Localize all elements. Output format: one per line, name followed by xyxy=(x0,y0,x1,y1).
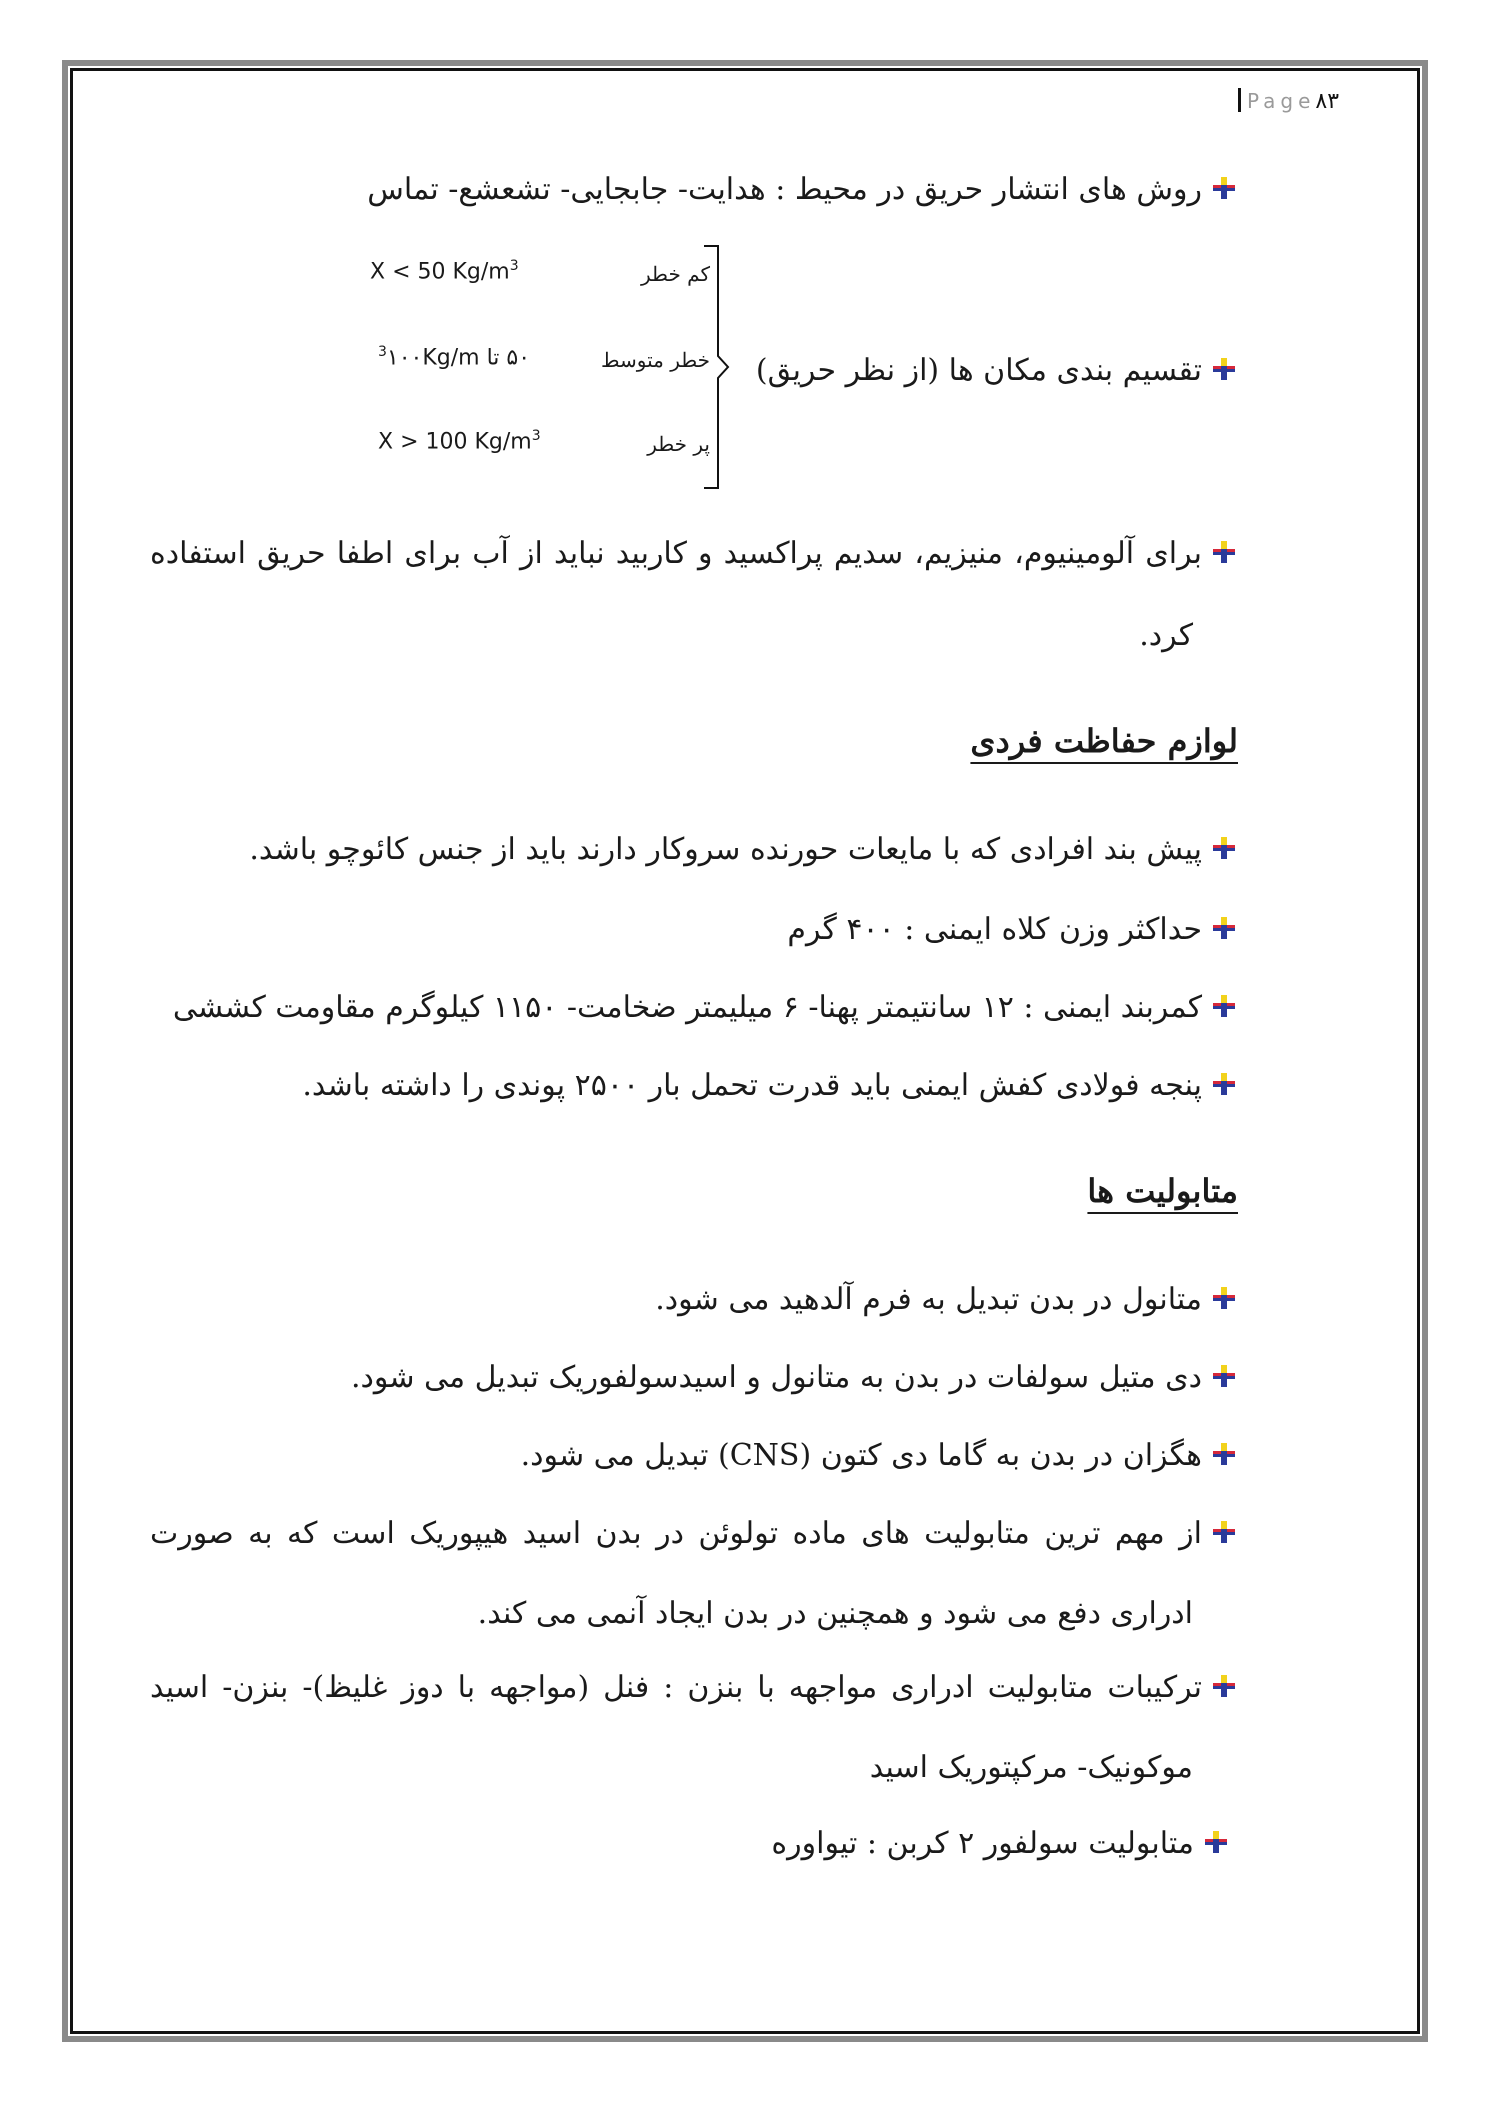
ppe-item: حداکثر وزن کلاه ایمنی : ۴۰۰ گرم xyxy=(787,912,1238,947)
metabolite-item: دی متیل سولفات در بدن به متانول و اسیدسولفوریک تبدیل می شود. xyxy=(351,1360,1238,1395)
plus-bullet-icon xyxy=(1210,1518,1238,1546)
plus-bullet-icon xyxy=(1210,834,1238,862)
plus-bullet-icon xyxy=(1210,1672,1238,1700)
ppe-item: کمربند ایمنی : ۱۲ سانتیمتر پهنا- ۶ میلیمتر ضخامت- ۱۱۵۰ کیلوگرم مقاومت کششی xyxy=(173,990,1238,1025)
plus-bullet-icon xyxy=(1210,992,1238,1020)
plus-bullet-icon xyxy=(1210,1440,1238,1468)
class-label-high: پر خطر xyxy=(647,432,710,456)
metabolite-item: متابولیت سولفور ۲ کربن : تیواوره xyxy=(771,1826,1230,1861)
extinguish-continuation: کرد. xyxy=(1139,618,1193,653)
plus-bullet-icon xyxy=(1210,1284,1238,1312)
bullet-extinguish: برای آلومینیوم، منیزیم، سدیم پراکسید و کاربید نباید از آب برای اطفا حریق استفاده xyxy=(150,536,1238,571)
metabolite-item: هگزان در بدن به گاما دی کتون (CNS) تبدیل می شود. xyxy=(521,1438,1238,1473)
metabolite-item: متانول در بدن تبدیل به فرم آلدهید می شود. xyxy=(655,1282,1238,1317)
plus-bullet-icon xyxy=(1210,1070,1238,1098)
metabolite-item: ترکیبات متابولیت ادراری مواجهه با بنزن : فنل (مواجهه با دوز غلیظ)- بنزن- اسید xyxy=(150,1670,1238,1705)
plus-bullet-icon xyxy=(1210,1362,1238,1390)
page-number-value: ۸۳ xyxy=(1315,89,1340,114)
plus-bullet-icon xyxy=(1210,355,1238,383)
class-label-medium: خطر متوسط xyxy=(601,348,710,372)
ppe-item: پیش بند افرادی که با مایعات حورنده سروکار دارند باید از جنس کائوچو باشد. xyxy=(249,832,1238,867)
metabolite-continuation: موکونیک- مرکپتوریک اسید xyxy=(869,1750,1193,1785)
class-value-medium: ۵۰ تا $۱۰۰Kg/m^3$ xyxy=(378,344,531,371)
page-number-divider xyxy=(1238,88,1241,112)
page-number xyxy=(1238,88,1339,114)
ppe-item: پنجه فولادی کفش ایمنی باید قدرت تحمل بار ۲۵۰۰ پوندی را داشته باشد. xyxy=(302,1068,1238,1103)
class-value-low: X < 50 $Kg/m^3$ xyxy=(370,258,519,285)
section-title-ppe: لوازم حفاظت فردی xyxy=(970,722,1238,760)
plus-bullet-icon xyxy=(1210,538,1238,566)
bullet-fire-spread: روش های انتشار حریق در محیط : هدایت- جابجایی- تشعشع- تماس xyxy=(367,172,1238,207)
class-label-low: کم خطر xyxy=(641,262,710,286)
plus-bullet-icon xyxy=(1202,1828,1230,1856)
metabolite-continuation: ادراری دفع می شود و همچنین در بدن ایجاد آنمی می کند. xyxy=(477,1596,1193,1631)
metabolite-item: از مهم ترین متابولیت های ماده تولوئن در بدن اسید هیپوریک است که به صورت xyxy=(150,1516,1238,1551)
bullet-classification: تقسیم بندی مکان ها (از نظر حریق) xyxy=(756,353,1238,388)
section-title-metabolites: متابولیت ها xyxy=(1087,1172,1238,1210)
class-value-high: X > 100 $Kg/m^3$ xyxy=(378,428,541,455)
page-label: Page xyxy=(1247,89,1316,113)
plus-bullet-icon xyxy=(1210,914,1238,942)
plus-bullet-icon xyxy=(1210,174,1238,202)
